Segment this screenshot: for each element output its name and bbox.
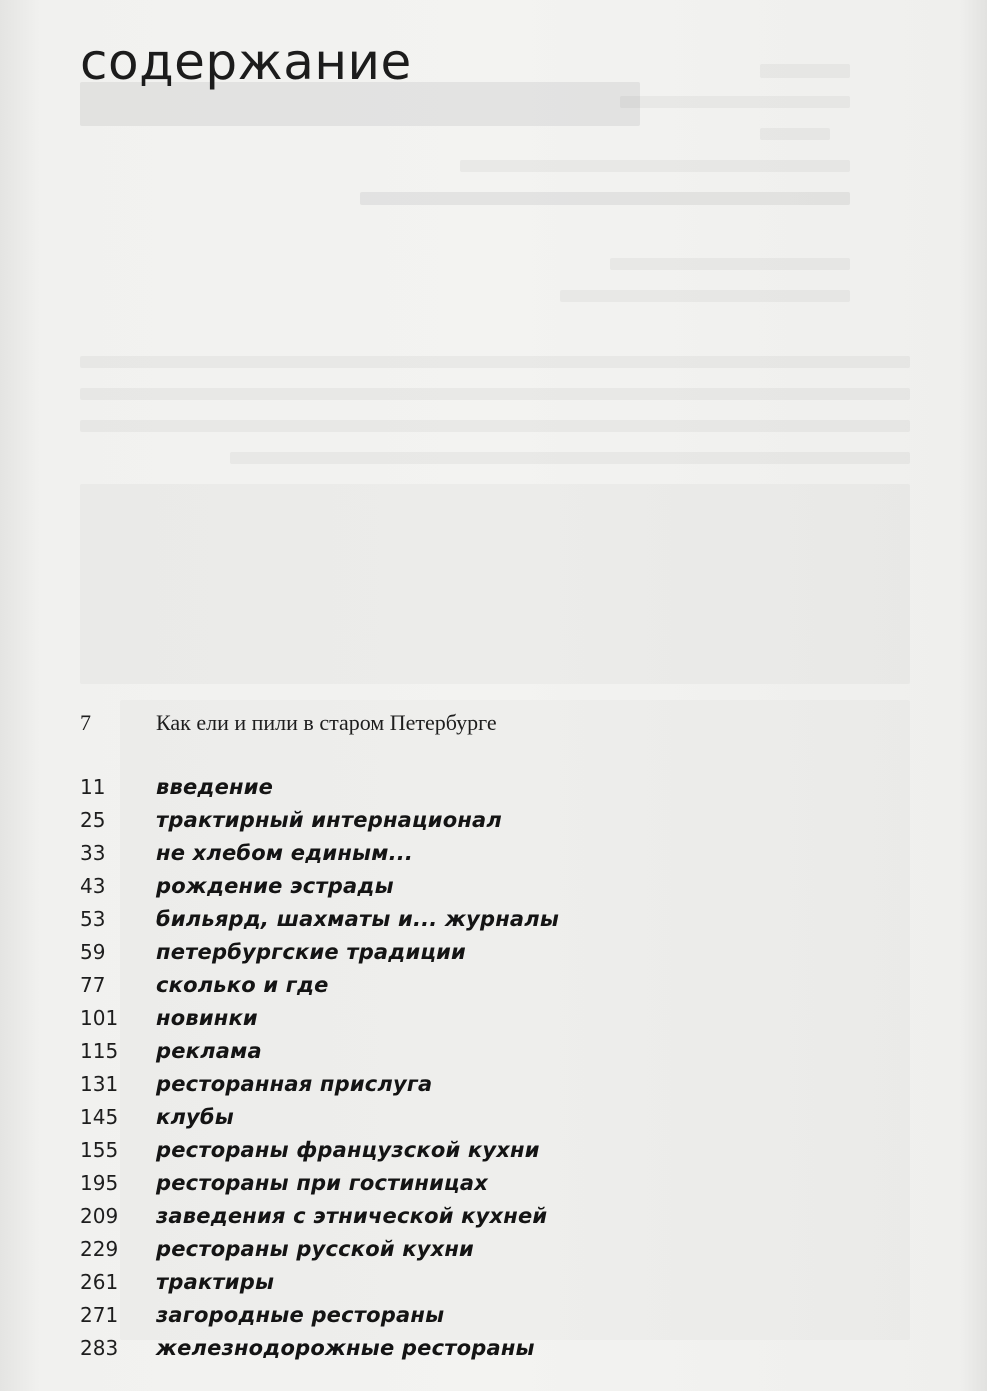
- toc-entry: [80, 1233, 900, 1266]
- toc-page-number: 77: [80, 973, 106, 997]
- toc-chapter-title: бильярд, шахматы и... журналы: [156, 907, 560, 931]
- toc-chapter-title: клубы: [156, 1105, 234, 1129]
- toc-page-number: 43: [80, 874, 106, 898]
- toc-page-number: 155: [80, 1138, 119, 1162]
- toc-entry: [80, 1068, 900, 1101]
- toc-entry: [80, 1035, 900, 1068]
- bleed-through-line: [230, 452, 910, 464]
- bleed-through-line: [360, 192, 850, 205]
- toc-chapter-title: реклама: [156, 1039, 262, 1063]
- bleed-through-line: [80, 388, 910, 400]
- toc-page-number: 101: [80, 1006, 119, 1030]
- toc-page-number: 25: [80, 808, 106, 832]
- toc-chapter-title: введение: [156, 775, 274, 799]
- toc-entry: [80, 1299, 900, 1332]
- bleed-through-line: [610, 258, 850, 270]
- bleed-through-line: [560, 290, 850, 302]
- toc-page-number: 195: [80, 1171, 119, 1195]
- table-of-contents: [80, 771, 900, 1365]
- toc-page-number: 59: [80, 940, 106, 964]
- toc-page-number: 145: [80, 1105, 119, 1129]
- toc-page-number: 11: [80, 775, 106, 799]
- toc-chapter-title: трактирный интернационал: [156, 808, 502, 832]
- toc-chapter-title: ресторанная прислуга: [156, 1072, 433, 1096]
- toc-entry: [80, 804, 900, 837]
- toc-entry: [80, 1167, 900, 1200]
- bleed-through-line: [80, 420, 910, 432]
- toc-chapter-title: петербургские традиции: [156, 940, 466, 964]
- toc-entry: [80, 936, 900, 969]
- toc-chapter-title: не хлебом единым...: [156, 841, 414, 865]
- toc-entry: [80, 1266, 900, 1299]
- bleed-through-line: [760, 128, 830, 140]
- toc-entry: [80, 1002, 900, 1035]
- toc-entry: [80, 1200, 900, 1233]
- toc-chapter-title: трактиры: [156, 1270, 275, 1294]
- toc-entry: [80, 903, 900, 936]
- toc-page-number: 53: [80, 907, 106, 931]
- toc-entry: [80, 1101, 900, 1134]
- toc-page-number: 209: [80, 1204, 119, 1228]
- toc-page-number: 115: [80, 1039, 119, 1063]
- toc-page-number: 33: [80, 841, 106, 865]
- toc-chapter-title: рестораны французской кухни: [156, 1138, 540, 1162]
- bleed-through-line: [460, 160, 850, 172]
- bleed-through-line: [760, 64, 850, 78]
- toc-entry: [80, 870, 900, 903]
- toc-intro-title: Как ели и пили в старом Петербурге: [156, 710, 497, 735]
- toc-page-number: 283: [80, 1336, 119, 1360]
- toc-intro-entry: [80, 706, 880, 740]
- toc-page-number: 229: [80, 1237, 119, 1261]
- bleed-through-line: [80, 356, 910, 368]
- bleed-through-block: [80, 484, 910, 684]
- toc-chapter-title: сколько и где: [156, 973, 329, 997]
- toc-chapter-title: рестораны русской кухни: [156, 1237, 474, 1261]
- toc-page-number: 261: [80, 1270, 119, 1294]
- toc-page-number: 271: [80, 1303, 119, 1327]
- toc-page-number: 7: [80, 710, 91, 735]
- toc-entry: [80, 969, 900, 1002]
- toc-chapter-title: железнодорожные рестораны: [156, 1336, 535, 1360]
- toc-chapter-title: заведения с этнической кухней: [156, 1204, 548, 1228]
- bleed-through-line: [620, 96, 850, 108]
- toc-entry: [80, 771, 900, 804]
- toc-chapter-title: загородные рестораны: [156, 1303, 445, 1327]
- page-title: содержание: [80, 33, 412, 91]
- toc-entry: [80, 1134, 900, 1167]
- toc-chapter-title: новинки: [156, 1006, 258, 1030]
- toc-entry: [80, 837, 900, 870]
- toc-page-number: 131: [80, 1072, 119, 1096]
- toc-chapter-title: рождение эстрады: [156, 874, 394, 898]
- toc-entry: [80, 1332, 900, 1365]
- toc-chapter-title: рестораны при гостиницах: [156, 1171, 488, 1195]
